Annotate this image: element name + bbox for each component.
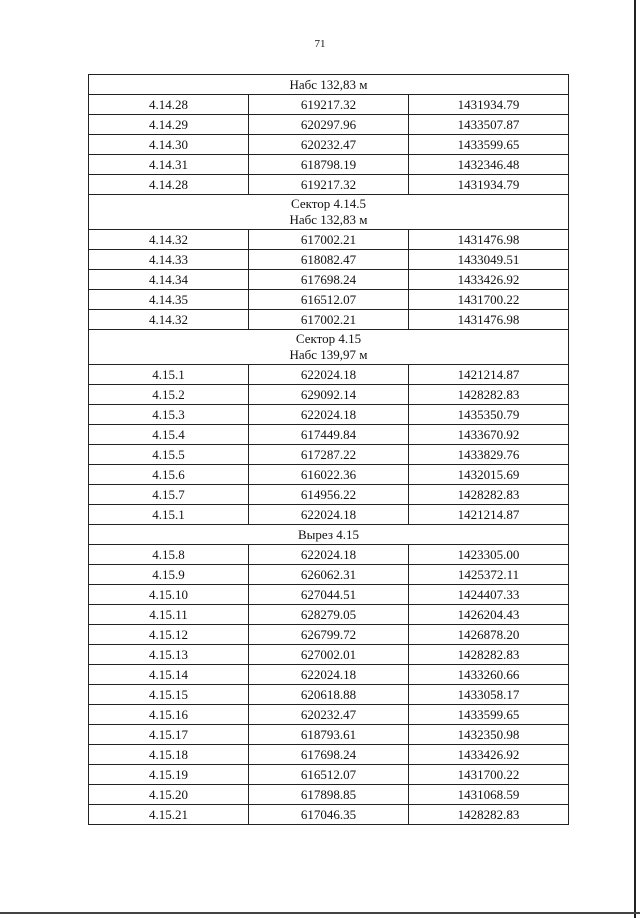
point-id-cell: 4.15.6 xyxy=(89,465,249,485)
y-coordinate-cell: 1426878.20 xyxy=(409,625,569,645)
point-id-cell: 4.14.28 xyxy=(89,175,249,195)
table-row xyxy=(89,565,569,585)
point-id-cell: 4.15.4 xyxy=(89,425,249,445)
x-coordinate-cell: 617898.85 xyxy=(249,785,409,805)
table-row xyxy=(89,645,569,665)
y-coordinate-cell: 1433058.17 xyxy=(409,685,569,705)
point-id-cell: 4.15.21 xyxy=(89,805,249,825)
y-coordinate-cell: 1433049.51 xyxy=(409,250,569,270)
coordinates-table-body xyxy=(89,75,569,825)
y-coordinate-cell: 1431700.22 xyxy=(409,290,569,310)
coordinates-table xyxy=(88,74,569,825)
x-coordinate-cell: 619217.32 xyxy=(249,175,409,195)
table-row xyxy=(89,725,569,745)
x-coordinate-cell: 618798.19 xyxy=(249,155,409,175)
table-row xyxy=(89,365,569,385)
x-coordinate-cell: 617449.84 xyxy=(249,425,409,445)
y-coordinate-cell: 1426204.43 xyxy=(409,605,569,625)
x-coordinate-cell: 622024.18 xyxy=(249,505,409,525)
x-coordinate-cell: 617002.21 xyxy=(249,230,409,250)
table-row xyxy=(89,585,569,605)
point-id-cell: 4.15.18 xyxy=(89,745,249,765)
section-header xyxy=(89,75,569,95)
table-row xyxy=(89,270,569,290)
table-row xyxy=(89,465,569,485)
point-id-cell: 4.15.17 xyxy=(89,725,249,745)
section-header-line: Набс 132,83 м xyxy=(289,77,368,92)
section-header-row xyxy=(89,525,569,545)
table-row xyxy=(89,745,569,765)
x-coordinate-cell: 620232.47 xyxy=(249,135,409,155)
y-coordinate-cell: 1431068.59 xyxy=(409,785,569,805)
y-coordinate-cell: 1428282.83 xyxy=(409,645,569,665)
y-coordinate-cell: 1433599.65 xyxy=(409,705,569,725)
point-id-cell: 4.14.32 xyxy=(89,230,249,250)
table-row xyxy=(89,505,569,525)
y-coordinate-cell: 1433426.92 xyxy=(409,270,569,290)
table-row xyxy=(89,545,569,565)
y-coordinate-cell: 1433599.65 xyxy=(409,135,569,155)
y-coordinate-cell: 1433426.92 xyxy=(409,745,569,765)
y-coordinate-cell: 1423305.00 xyxy=(409,545,569,565)
y-coordinate-cell: 1433507.87 xyxy=(409,115,569,135)
x-coordinate-cell: 617002.21 xyxy=(249,310,409,330)
x-coordinate-cell: 616512.07 xyxy=(249,765,409,785)
x-coordinate-cell: 622024.18 xyxy=(249,405,409,425)
point-id-cell: 4.15.20 xyxy=(89,785,249,805)
table-row xyxy=(89,290,569,310)
point-id-cell: 4.15.9 xyxy=(89,565,249,585)
table-row xyxy=(89,95,569,115)
y-coordinate-cell: 1431934.79 xyxy=(409,175,569,195)
x-coordinate-cell: 617698.24 xyxy=(249,745,409,765)
point-id-cell: 4.15.11 xyxy=(89,605,249,625)
point-id-cell: 4.15.19 xyxy=(89,765,249,785)
x-coordinate-cell: 622024.18 xyxy=(249,665,409,685)
y-coordinate-cell: 1433829.76 xyxy=(409,445,569,465)
section-header-row xyxy=(89,330,569,365)
point-id-cell: 4.14.32 xyxy=(89,310,249,330)
table-row xyxy=(89,765,569,785)
table-row xyxy=(89,485,569,505)
point-id-cell: 4.14.33 xyxy=(89,250,249,270)
page-number: 71 xyxy=(314,38,326,50)
table-row xyxy=(89,425,569,445)
section-header-line: Набс 132,83 м xyxy=(289,212,368,227)
y-coordinate-cell: 1432350.98 xyxy=(409,725,569,745)
point-id-cell: 4.15.1 xyxy=(89,505,249,525)
point-id-cell: 4.15.5 xyxy=(89,445,249,465)
x-coordinate-cell: 626799.72 xyxy=(249,625,409,645)
point-id-cell: 4.15.1 xyxy=(89,365,249,385)
x-coordinate-cell: 620232.47 xyxy=(249,705,409,725)
y-coordinate-cell: 1431700.22 xyxy=(409,765,569,785)
section-header-line: Вырез 4.15 xyxy=(298,527,359,542)
section-header xyxy=(89,330,569,365)
table-row xyxy=(89,665,569,685)
table-row xyxy=(89,445,569,465)
point-id-cell: 4.14.28 xyxy=(89,95,249,115)
point-id-cell: 4.15.7 xyxy=(89,485,249,505)
y-coordinate-cell: 1428282.83 xyxy=(409,385,569,405)
table-row xyxy=(89,250,569,270)
table-row xyxy=(89,385,569,405)
table-row xyxy=(89,625,569,645)
x-coordinate-cell: 614956.22 xyxy=(249,485,409,505)
section-header-row xyxy=(89,75,569,95)
y-coordinate-cell: 1432346.48 xyxy=(409,155,569,175)
point-id-cell: 4.15.15 xyxy=(89,685,249,705)
page-edge-right xyxy=(634,0,636,918)
table-row xyxy=(89,705,569,725)
point-id-cell: 4.15.3 xyxy=(89,405,249,425)
point-id-cell: 4.15.10 xyxy=(89,585,249,605)
y-coordinate-cell: 1431934.79 xyxy=(409,95,569,115)
table-row xyxy=(89,310,569,330)
y-coordinate-cell: 1421214.87 xyxy=(409,365,569,385)
y-coordinate-cell: 1425372.11 xyxy=(409,565,569,585)
section-header-line: Сектор 4.14.5 xyxy=(290,196,366,211)
page-edge-bottom xyxy=(0,912,640,914)
y-coordinate-cell: 1432015.69 xyxy=(409,465,569,485)
x-coordinate-cell: 622024.18 xyxy=(249,365,409,385)
point-id-cell: 4.14.29 xyxy=(89,115,249,135)
x-coordinate-cell: 626062.31 xyxy=(249,565,409,585)
x-coordinate-cell: 628279.05 xyxy=(249,605,409,625)
section-header-row xyxy=(89,195,569,230)
y-coordinate-cell: 1428282.83 xyxy=(409,805,569,825)
point-id-cell: 4.14.34 xyxy=(89,270,249,290)
table-row xyxy=(89,805,569,825)
point-id-cell: 4.15.2 xyxy=(89,385,249,405)
y-coordinate-cell: 1431476.98 xyxy=(409,310,569,330)
section-header-line: Набс 139,97 м xyxy=(289,347,368,362)
section-header xyxy=(89,525,569,545)
x-coordinate-cell: 619217.32 xyxy=(249,95,409,115)
table-row xyxy=(89,230,569,250)
x-coordinate-cell: 620618.88 xyxy=(249,685,409,705)
point-id-cell: 4.15.8 xyxy=(89,545,249,565)
x-coordinate-cell: 627044.51 xyxy=(249,585,409,605)
x-coordinate-cell: 617698.24 xyxy=(249,270,409,290)
table-row xyxy=(89,405,569,425)
point-id-cell: 4.14.31 xyxy=(89,155,249,175)
x-coordinate-cell: 616022.36 xyxy=(249,465,409,485)
table-row xyxy=(89,785,569,805)
y-coordinate-cell: 1431476.98 xyxy=(409,230,569,250)
x-coordinate-cell: 629092.14 xyxy=(249,385,409,405)
point-id-cell: 4.15.14 xyxy=(89,665,249,685)
x-coordinate-cell: 627002.01 xyxy=(249,645,409,665)
table-row xyxy=(89,605,569,625)
x-coordinate-cell: 622024.18 xyxy=(249,545,409,565)
y-coordinate-cell: 1433670.92 xyxy=(409,425,569,445)
x-coordinate-cell: 616512.07 xyxy=(249,290,409,310)
table-row xyxy=(89,155,569,175)
table-row xyxy=(89,135,569,155)
point-id-cell: 4.14.30 xyxy=(89,135,249,155)
y-coordinate-cell: 1433260.66 xyxy=(409,665,569,685)
point-id-cell: 4.15.13 xyxy=(89,645,249,665)
x-coordinate-cell: 617287.22 xyxy=(249,445,409,465)
table-row xyxy=(89,685,569,705)
x-coordinate-cell: 618082.47 xyxy=(249,250,409,270)
x-coordinate-cell: 618793.61 xyxy=(249,725,409,745)
y-coordinate-cell: 1421214.87 xyxy=(409,505,569,525)
section-header xyxy=(89,195,569,230)
x-coordinate-cell: 617046.35 xyxy=(249,805,409,825)
y-coordinate-cell: 1424407.33 xyxy=(409,585,569,605)
point-id-cell: 4.14.35 xyxy=(89,290,249,310)
section-header-line: Сектор 4.15 xyxy=(295,331,362,346)
y-coordinate-cell: 1428282.83 xyxy=(409,485,569,505)
point-id-cell: 4.15.12 xyxy=(89,625,249,645)
y-coordinate-cell: 1435350.79 xyxy=(409,405,569,425)
table-row xyxy=(89,115,569,135)
x-coordinate-cell: 620297.96 xyxy=(249,115,409,135)
point-id-cell: 4.15.16 xyxy=(89,705,249,725)
table-row xyxy=(89,175,569,195)
